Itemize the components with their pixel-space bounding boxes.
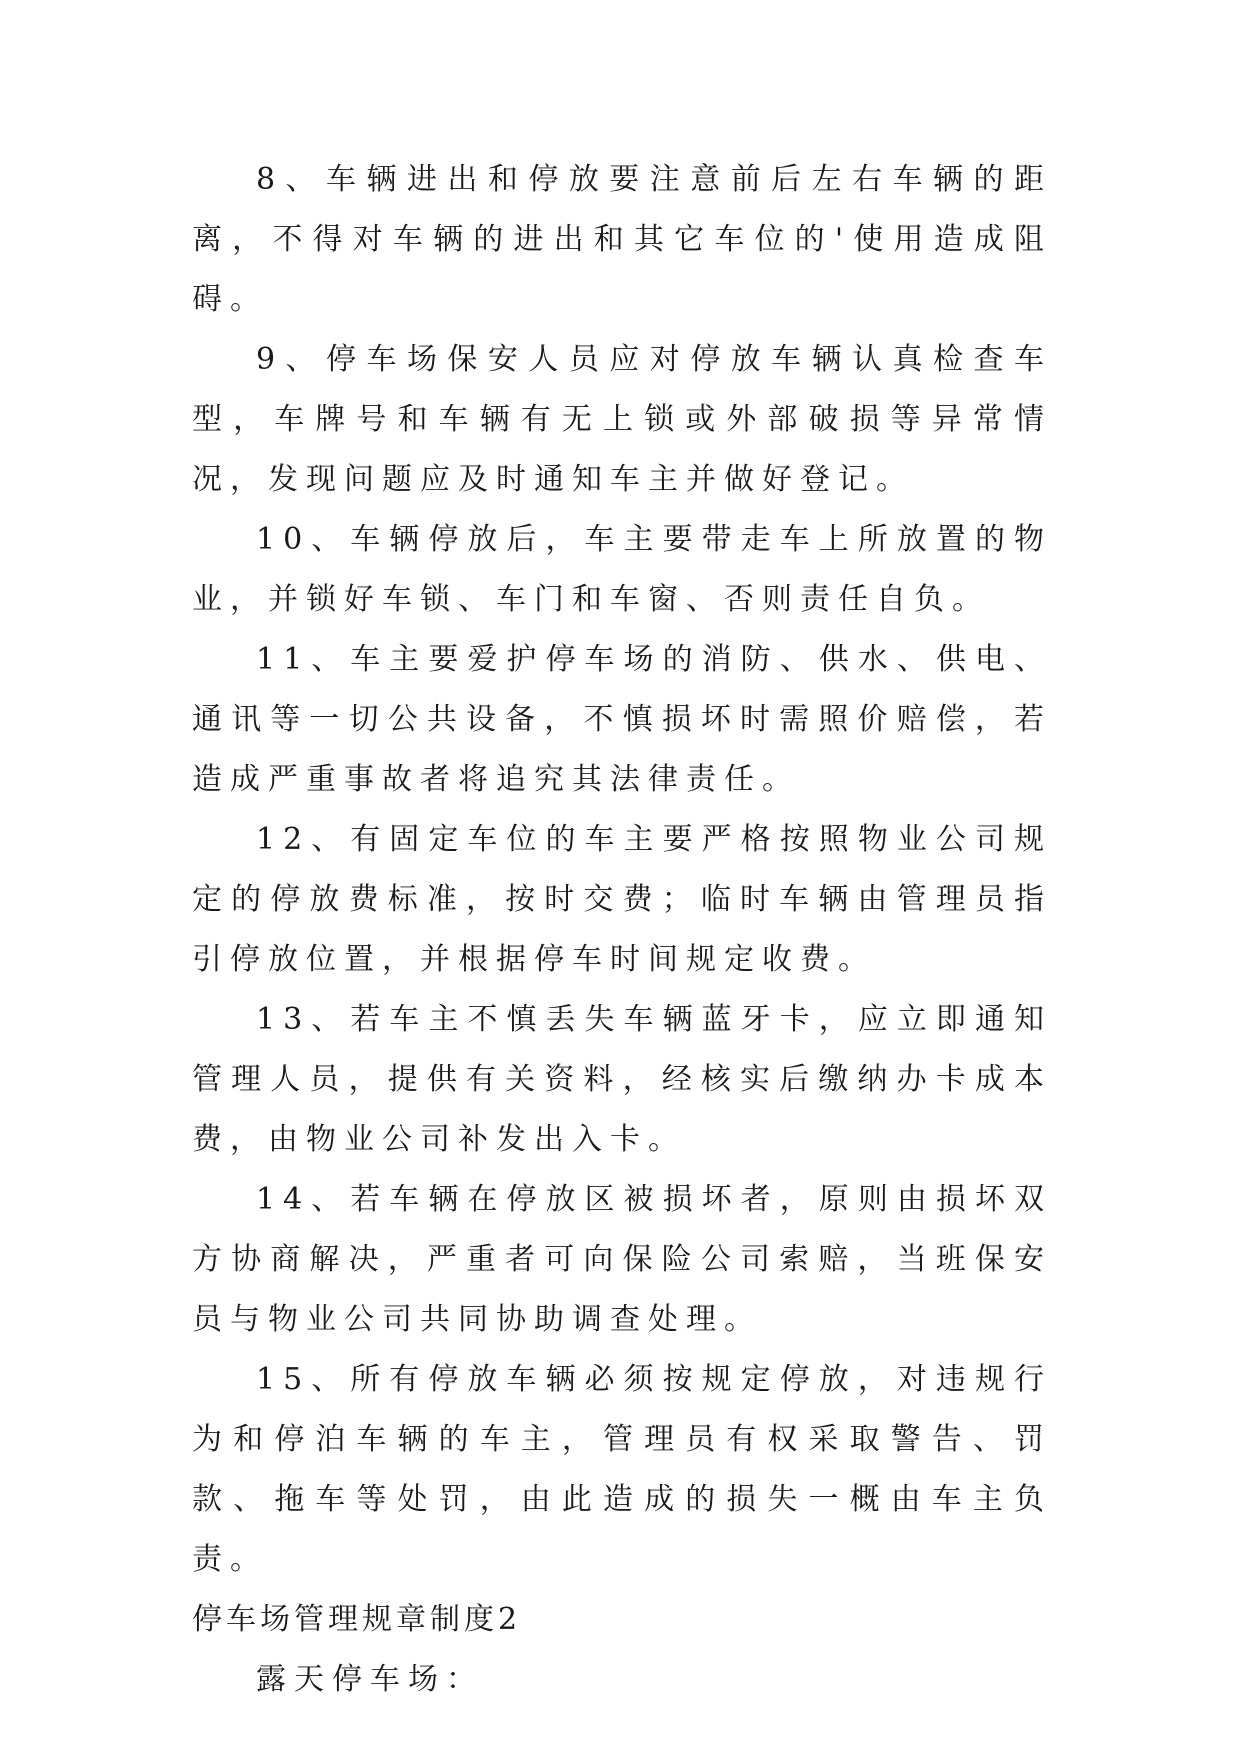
paragraph-item-12: 12、有固定车位的车主要严格按照物业公司规定的停放费标准，按时交费；临时车辆由管理员指引停放位置，并根据停车时间规定收费。 [192, 822, 1052, 977]
paragraph-item-13: 13、若车主不慎丢失车辆蓝牙卡，应立即通知管理人员，提供有关资料，经核实后缴纳办卡成本费，由物业公司补发出入卡。 [192, 1002, 1052, 1157]
section-title: 停车场管理规章制度2 [192, 1602, 522, 1637]
paragraph-item-11: 11、车主要爱护停车场的消防、供水、供电、通讯等一切公共设备，不慎损坏时需照价赔偿，若造成严重事故者将追究其法律责任。 [192, 642, 1052, 797]
document-body [192, 150, 1052, 1710]
paragraph-item-14: 14、若车辆在停放区被损坏者，原则由损坏双方协商解决，严重者可向保险公司索赔，当班保安员与物业公司共同协助调查处理。 [192, 1182, 1052, 1337]
paragraph-item-9: 9、停车场保安人员应对停放车辆认真检查车型，车牌号和车辆有无上锁或外部破损等异常情况，发现问题应及时通知车主并做好登记。 [192, 342, 1052, 497]
sub-heading: 露天停车场： [256, 1662, 484, 1697]
paragraph-item-8: 8、车辆进出和停放要注意前后左右车辆的距离，不得对车辆的进出和其它车位的'使用造成阻碍。 [192, 162, 1052, 317]
paragraph-item-15: 15、所有停放车辆必须按规定停放，对违规行为和停泊车辆的车主，管理员有权采取警告、罚款、拖车等处罚，由此造成的损失一概由车主负责。 [192, 1362, 1052, 1577]
paragraph-item-10: 10、车辆停放后，车主要带走车上所放置的物业，并锁好车锁、车门和车窗、否则责任自负。 [192, 522, 1052, 617]
